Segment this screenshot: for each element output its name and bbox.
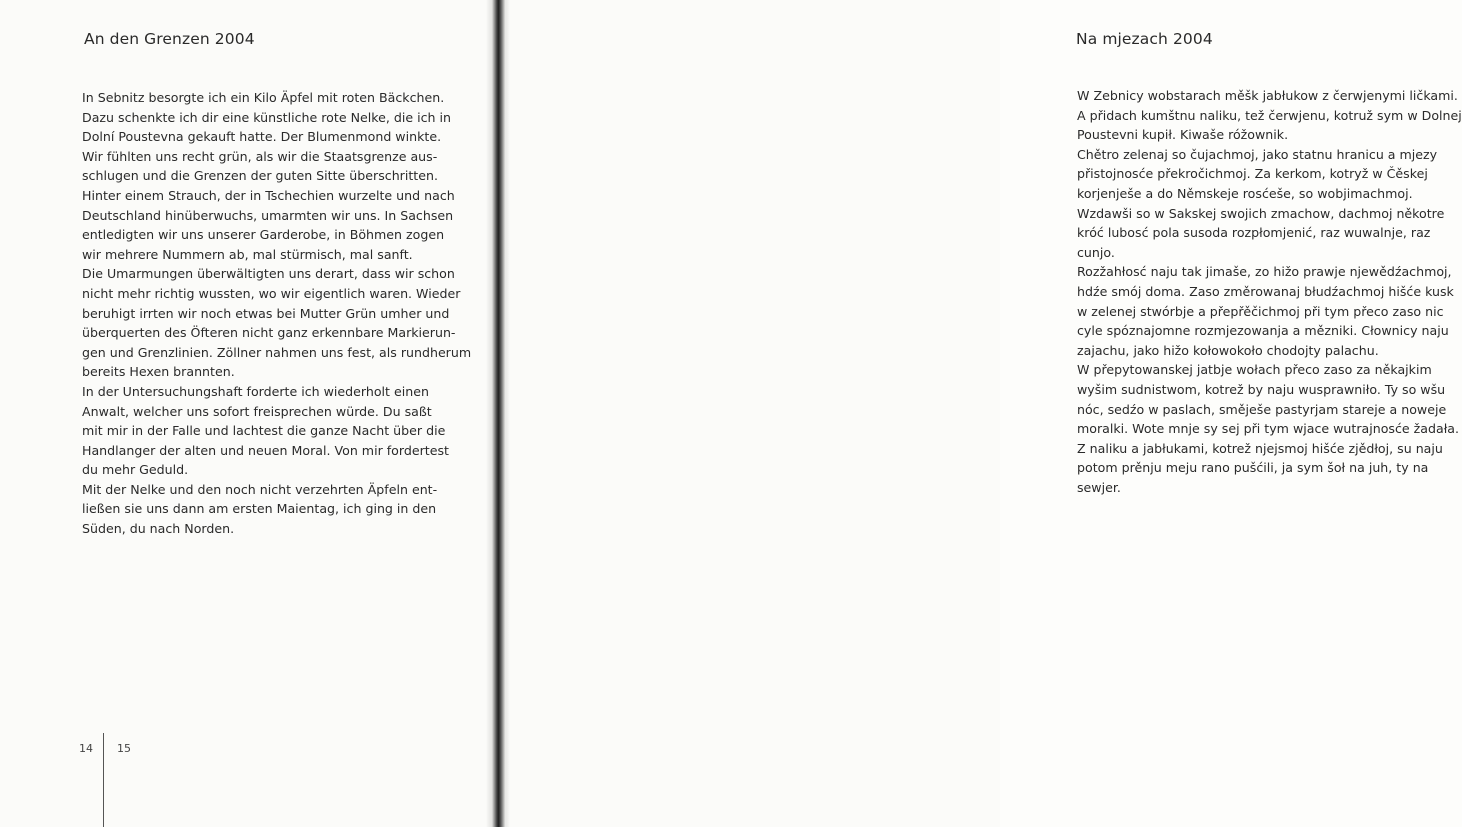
text-line: entledigten wir uns unserer Garderobe, in Böhmen zogen xyxy=(82,227,445,243)
book-spine-gutter xyxy=(486,0,510,827)
text-line: bereits Hexen brannten. xyxy=(82,364,235,380)
text-line: Dolní Poustevna gekauft hatte. Der Blumenmond winkte. xyxy=(82,129,442,145)
text-line: Poustevni kupił. Kiwaše róžownik. xyxy=(1077,127,1289,143)
text-line: Deutschland hinüberwuchs, umarmten wir uns. In Sachsen xyxy=(82,207,454,223)
text-line: Die Umarmungen überwältigten uns derart, dass wir schon xyxy=(82,266,455,282)
text-line: cunjo. xyxy=(1077,244,1115,260)
right-page-body xyxy=(1077,86,1462,497)
text-line: beruhigt irrten wir noch etwas bei Mutter Grün umher und xyxy=(82,305,450,321)
text-line: Rozžahłosć naju tak jimaše, zo hižo prawje njewědźachmoj, xyxy=(1077,264,1452,280)
text-line: Wir fühlten uns recht grün, als wir die Staatsgrenze aus- xyxy=(82,148,438,164)
text-line: In der Untersuchungshaft forderte ich wiederholt einen xyxy=(82,383,429,399)
text-line: In Sebnitz besorgte ich ein Kilo Äpfel mit roten Bäckchen. xyxy=(82,90,445,105)
text-line: W přepytowanskej jatbje wołach přeco zaso za někajkim xyxy=(1077,362,1432,378)
text-line: W Zebnicy wobstarach měšk jabłukow z čerwjenymi ličkami. xyxy=(1077,88,1458,103)
text-line: hdźe smój doma. Zaso změrowanaj błudźachmoj hišće kusk xyxy=(1077,283,1454,299)
left-page-body xyxy=(82,88,471,539)
text-line: Chětro zelenaj so čujachmoj, jako statnu hranicu a mjezy xyxy=(1077,146,1438,162)
text-line: zajachu, jako hižo kołowokoło chodojty palachu. xyxy=(1077,342,1379,358)
left-page-title: An den Grenzen 2004 xyxy=(84,30,255,48)
text-line: wir mehrere Nummern ab, mal stürmisch, mal sanft. xyxy=(82,246,413,262)
text-line: přistojnosće překročichmoj. Za kerkom, kotryž w Čěskej xyxy=(1077,166,1428,182)
text-line: Mit der Nelke und den noch nicht verzehrten Äpfeln ent- xyxy=(82,481,438,497)
text-line: A přidach kumštnu naliku, tež čerwjenu, kotruž sym w Dolnej xyxy=(1077,107,1462,123)
text-line: überquerten des Öfteren nicht ganz erkennbare Markierun- xyxy=(82,325,456,341)
text-line: moralki. Wote mnje sy sej při tym wjace wutrajnosće žadała. xyxy=(1077,421,1460,437)
text-line: Anwalt, welcher uns sofort freisprechen würde. Du saßt xyxy=(82,403,432,419)
text-line: Handlanger der alten und neuen Moral. Von mir fordertest xyxy=(82,442,449,458)
text-line: gen und Grenzlinien. Zöllner nahmen uns fest, als rundherum xyxy=(82,344,472,360)
text-line: ließen sie uns dann am ersten Maientag, ich ging in den xyxy=(82,501,437,517)
text-line: du mehr Geduld. xyxy=(82,462,189,478)
text-line: sewjer. xyxy=(1077,479,1121,495)
text-line: nicht mehr richtig wussten, wo wir eigentlich waren. Wieder xyxy=(82,285,461,301)
text-line: Z naliku a jabłukami, kotrež njejsmoj hišće zjědłoj, su naju xyxy=(1077,440,1443,456)
text-line: potom prěnju meju rano pušćili, ja sym šoł na juh, ty na xyxy=(1077,460,1429,476)
text-line: korjenješe a do Němskeje rosćeše, so wobjimachmoj. xyxy=(1077,185,1413,201)
page-number-right: 15 xyxy=(117,742,131,755)
right-page-title: Na mjezach 2004 xyxy=(1076,30,1213,48)
text-line: Hinter einem Strauch, der in Tschechien wurzelte und nach xyxy=(82,187,455,203)
text-line: mit mir in der Falle und lachtest die ganze Nacht über die xyxy=(82,423,446,439)
text-line: schlugen und die Grenzen der guten Sitte überschritten. xyxy=(82,168,438,184)
text-line: w zelenej stwórbje a přepřěčichmoj při tym přeco zaso nic xyxy=(1077,303,1444,319)
page-number-left: 14 xyxy=(79,742,93,755)
text-line: Süden, du nach Norden. xyxy=(82,521,235,537)
text-line: Dazu schenkte ich dir eine künstliche rote Nelke, die ich in xyxy=(82,109,451,125)
text-line: cyle spóznajomne rozmjezowanja a mězniki. Cłownicy naju xyxy=(1077,323,1449,339)
text-line: nóc, sedźo w paslach, směješe pastyrjam stareje a noweje xyxy=(1077,401,1447,417)
text-line: Wzdawši so w Sakskej swojich zmachow, dachmoj někotre xyxy=(1077,205,1445,221)
folio-divider xyxy=(103,733,104,827)
left-page xyxy=(0,0,494,827)
text-line: wyšim sudnistwom, kotrež by naju wusprawniło. Ty so wšu xyxy=(1077,381,1446,397)
right-page xyxy=(506,0,1462,827)
text-line: króć lubosć pola susoda rozpłomjenić, raz wuwalnje, raz xyxy=(1077,225,1431,241)
